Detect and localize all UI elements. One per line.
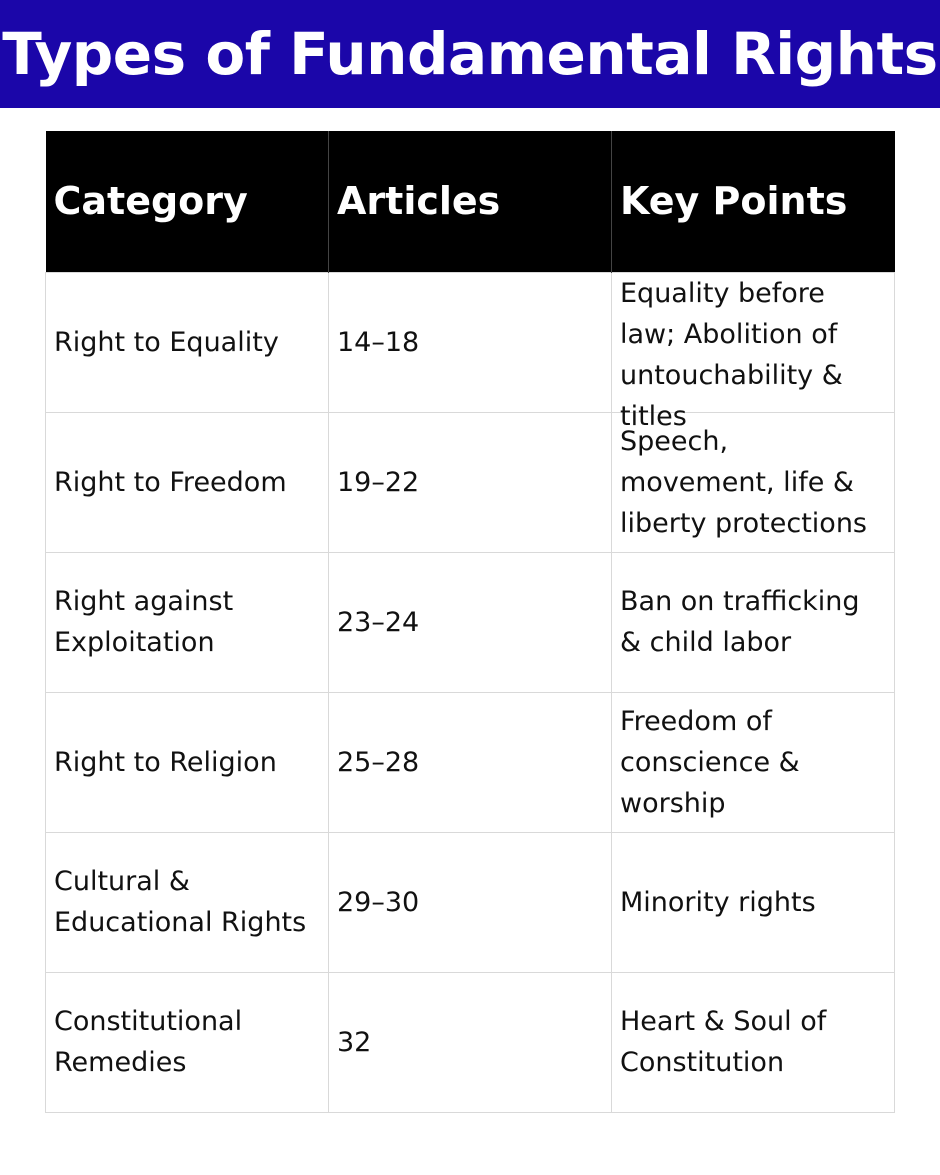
key-points-cell [612,272,895,432]
articles-text: 25–28 [337,746,420,778]
column-header-articles: Articles [329,131,612,272]
category-text: Right to Religion [54,746,277,778]
key-points-cell [612,412,895,552]
articles-cell [329,692,612,832]
category-text: Right against Exploitation [54,586,234,658]
articles-cell [329,972,612,1112]
category-cell [46,832,329,972]
table-row [46,692,895,832]
key-points-cell [612,552,895,692]
category-cell [46,692,329,832]
category-text: Right to Freedom [54,466,287,498]
table-row [46,552,895,692]
articles-cell [329,552,612,692]
key-points-text: Speech, movement, life & liberty protections [620,425,867,539]
key-points-text: Equality before law; Abolition of untouchability & titles [620,278,843,432]
key-points-cell [612,972,895,1112]
table-row [46,972,895,1112]
table-header [46,131,895,272]
key-points-cell [612,832,895,972]
articles-text: 32 [337,1026,372,1058]
articles-cell [329,272,612,412]
category-cell [46,272,329,412]
key-points-text: Ban on trafficking & child labor [620,586,860,658]
rights-table-container [45,131,894,1113]
table-body [46,272,895,1112]
category-text: Right to Equality [54,326,279,358]
header-row [46,131,895,272]
articles-text: 19–22 [337,466,420,498]
category-text: Constitutional Remedies [54,1006,243,1078]
rights-table [45,131,895,1113]
table-row [46,832,895,972]
category-cell [46,972,329,1112]
page-title: Types of Fundamental Rights [2,20,938,88]
table-row [46,272,895,412]
articles-cell [329,412,612,552]
key-points-text: Freedom of conscience & worship [620,705,800,819]
key-points-text: Heart & Soul of Constitution [620,1006,827,1078]
key-points-cell [612,692,895,832]
key-points-text: Minority rights [620,886,816,918]
articles-text: 29–30 [337,886,420,918]
table-row [46,412,895,552]
category-cell [46,412,329,552]
articles-text: 14–18 [337,326,420,358]
column-header-key-points: Key Points [612,131,895,272]
articles-text: 23–24 [337,606,420,638]
category-cell [46,552,329,692]
title-banner [0,0,940,108]
category-text: Cultural & Educational Rights [54,866,307,938]
articles-cell [329,832,612,972]
column-header-category: Category [46,131,329,272]
